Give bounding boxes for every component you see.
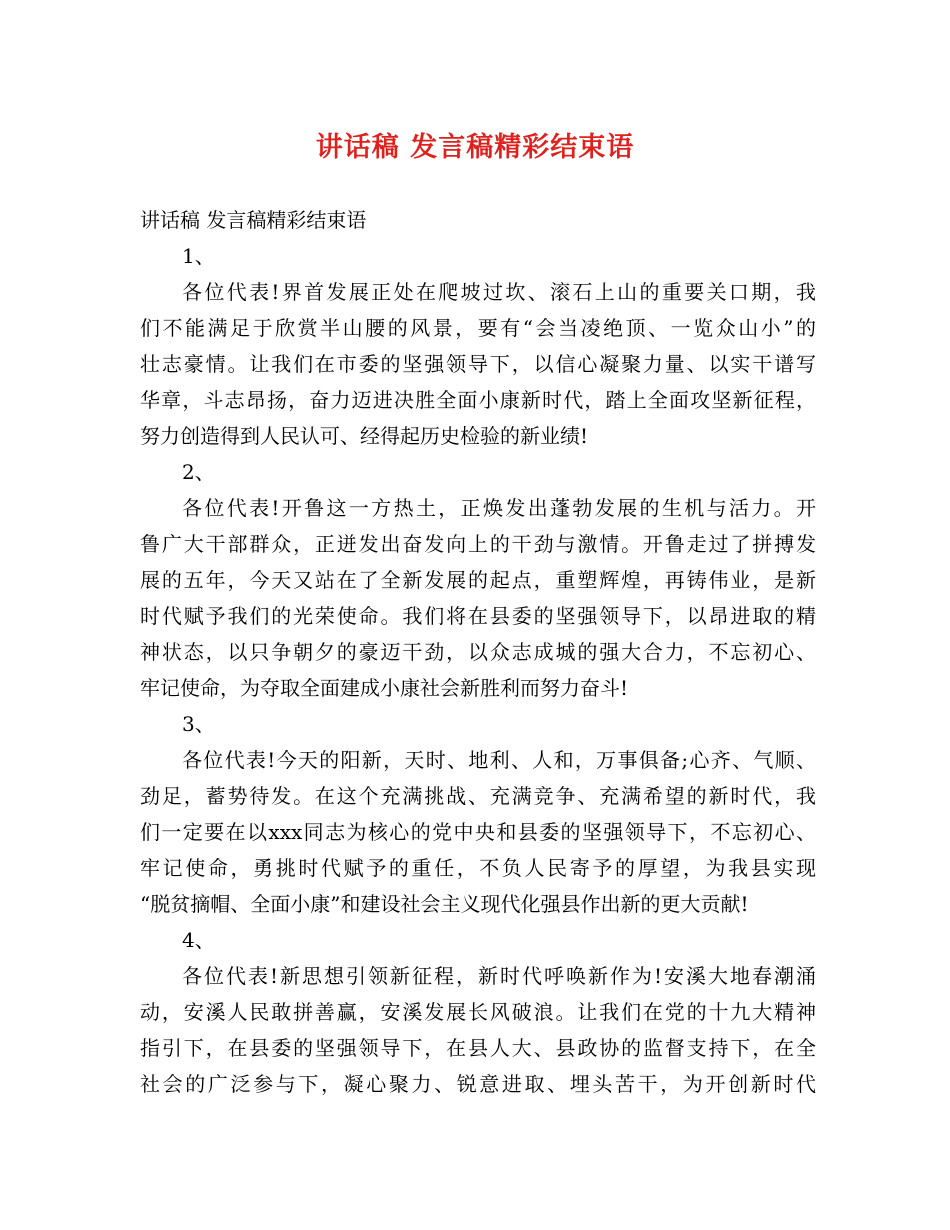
- paragraph-line: 展的五年，今天又站在了全新发展的起点，重塑辉煌，再铸伟业，是新: [140, 568, 816, 592]
- paragraph-line: 鲁广大干部群众，正迸发出奋发向上的干劲与激情。开鲁走过了拼搏发: [140, 532, 816, 556]
- paragraph-line: 社会的广泛参与下，凝心聚力、锐意进取、埋头苦干，为开创新时代: [140, 1072, 816, 1096]
- section-number: 1、: [182, 244, 215, 268]
- document-body: [140, 202, 816, 1102]
- paragraph-line: 牢记使命，勇挑时代赋予的重任，不负人民寄予的厚望，为我县实现: [140, 856, 816, 880]
- section-number: 3、: [182, 712, 215, 736]
- paragraph-line: “脱贫摘帽、全面小康”和建设社会主义现代化强县作出新的更大贡献!: [140, 892, 749, 916]
- paragraph-line: 壮志豪情。让我们在市委的坚强领导下，以信心凝聚力量、以实干谱写: [140, 352, 816, 376]
- paragraph-line: 们一定要在以xxx同志为核心的党中央和县委的坚强领导下，不忘初心、: [140, 820, 816, 844]
- document-subtitle: 讲话稿 发言稿精彩结束语: [140, 208, 367, 232]
- section-number: 4、: [182, 928, 215, 952]
- paragraph-line: 指引下，在县委的坚强领导下，在县人大、县政协的监督支持下，在全: [140, 1036, 816, 1060]
- paragraph-line: 各位代表!开鲁这一方热土，正焕发出蓬勃发展的生机与活力。开: [182, 496, 816, 520]
- paragraph-line: 各位代表!今天的阳新，天时、地利、人和，万事俱备;心齐、气顺、: [182, 748, 816, 772]
- paragraph-line: 动，安溪人民敢拼善赢，安溪发展长风破浪。让我们在党的十九大精神: [140, 1000, 816, 1024]
- paragraph-line: 劲足，蓄势待发。在这个充满挑战、充满竞争、充满希望的新时代，我: [140, 784, 816, 808]
- document-title: 讲话稿 发言稿精彩结束语: [315, 132, 635, 163]
- paragraph-line: 华章，斗志昂扬，奋力迈进决胜全面小康新时代，踏上全面攻坚新征程，: [140, 388, 816, 412]
- paragraph-line: 神状态，以只争朝夕的豪迈干劲，以众志成城的强大合力，不忘初心、: [140, 640, 816, 664]
- paragraph-line: 牢记使命，为夺取全面建成小康社会新胜利而努力奋斗!: [140, 676, 629, 700]
- section-number: 2、: [182, 460, 215, 484]
- paragraph-line: 们不能满足于欣赏半山腰的风景，要有“会当凌绝顶、一览众山小”的: [140, 316, 816, 340]
- paragraph-line: 时代赋予我们的光荣使命。我们将在县委的坚强领导下，以昂进取的精: [140, 604, 816, 628]
- paragraph-line: 努力创造得到人民认可、经得起历史检验的新业绩!: [140, 424, 589, 448]
- paragraph-line: 各位代表!界首发展正处在爬坡过坎、滚石上山的重要关口期，我: [182, 280, 816, 304]
- paragraph-line: 各位代表!新思想引领新征程，新时代呼唤新作为!安溪大地春潮涌: [182, 964, 816, 988]
